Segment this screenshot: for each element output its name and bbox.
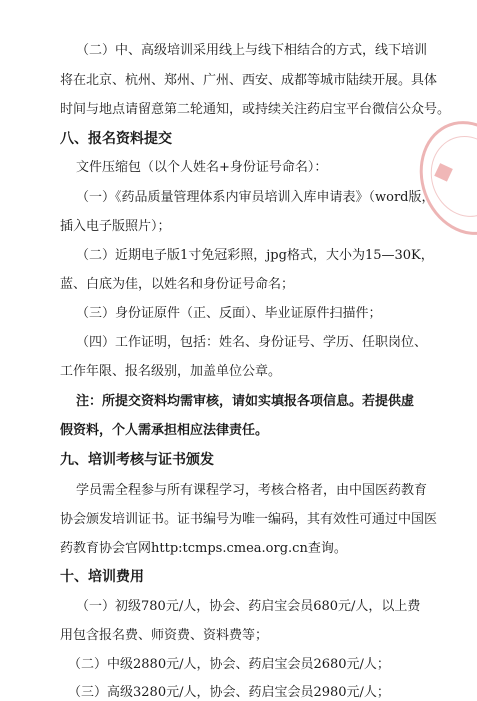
- section-heading: 九、培训考核与证书颁发: [60, 452, 214, 468]
- text-line: （三）高级3280元/人，协会、药启宝会员2980元/人；: [68, 685, 390, 700]
- text-line: 文件压缩包（以个人姓名+身份证号命名）：: [76, 160, 328, 175]
- text-line: （四）工作证明，包括：姓名、身份证号、学历、任职岗位、: [76, 335, 428, 350]
- text-line: 学员需全程参与所有课程学习，考核合格者，由中国医药教育: [76, 483, 428, 498]
- text-line: 插入电子版照片）；: [60, 219, 171, 234]
- text-line: （二）中、高级培训采用线上与线下相结合的方式，线下培训: [76, 43, 428, 58]
- text-line: （三）身份证原件（正、反面）、毕业证原件扫描件；: [76, 306, 382, 321]
- text-line: （一）《药品质量管理体系内审员培训入库申请表》（word版，: [76, 190, 435, 205]
- text-line: 将在北京、杭州、郑州、广州、西安、成都等城市陆续开展。具体: [60, 73, 438, 88]
- text-line: 协会颁发培训证书。证书编号为唯一编码，其有效性可通过中国医: [60, 512, 438, 527]
- text-line: 药教育协会官网http:tcmps.cmea.org.cn查询。: [60, 541, 347, 556]
- text-line: （一）初级780元/人，协会、药启宝会员680元/人，以上费: [76, 599, 421, 614]
- note-line: 注：所提交资料均需审核，请如实填报各项信息。若提供虚: [76, 394, 415, 409]
- text-line: 用包含报名费、师资费、资料费等；: [60, 628, 269, 643]
- note-line: 假资料，个人需承担相应法律责任。: [60, 423, 269, 438]
- text-line: （二）近期电子版1寸免冠彩照，jpg格式，大小为15—30K，: [76, 248, 434, 263]
- text-line: 蓝、白底为佳，以姓名和身份证号命名；: [60, 277, 295, 292]
- section-heading: 十、培训费用: [60, 569, 144, 585]
- section-heading: 八、报名资料提交: [60, 131, 172, 147]
- text-line: 时间与地点请留意第二轮通知，或持续关注药启宝平台微信公众号。: [60, 102, 451, 117]
- text-line: （二）中级2880元/人，协会、药启宝会员2680元/人；: [68, 657, 390, 672]
- text-line: 工作年限、报名级别，加盖单位公章。: [60, 364, 282, 379]
